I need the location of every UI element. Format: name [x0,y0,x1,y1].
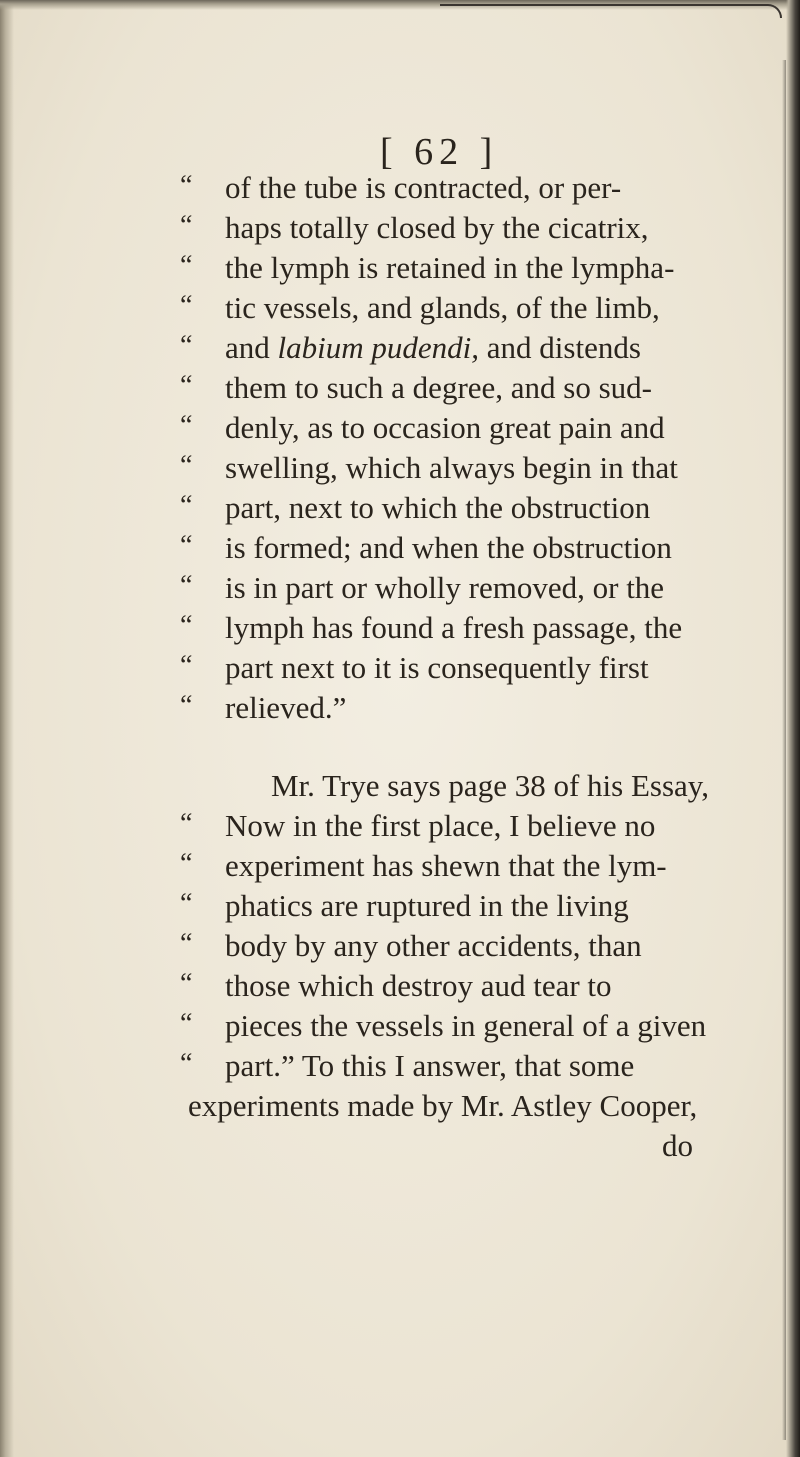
quote-mark: “ [180,250,193,281]
quote-mark: “ [180,888,193,919]
line-text-post: and distends [479,330,641,365]
binding-rule [440,4,782,18]
line-text: body by any other accidents, than [225,928,642,963]
italic-term: labium pudendi, [277,330,480,365]
line-text: swelling, which always begin in that [225,450,678,485]
line-text: them to such a degree, and so sud- [225,370,652,405]
quote-mark: “ [180,968,193,999]
page-right-shadow [782,60,786,1440]
quote-mark: “ [180,610,193,641]
page-left-edge [0,0,14,1457]
line-text: the lymph is retained in the lympha- [225,250,675,285]
quote-mark: “ [180,928,193,959]
page-number-header: [ 62 ] [380,131,499,173]
line-text: part.” To this I answer, that some [225,1048,635,1083]
quote-mark: “ [180,1008,193,1039]
quote-mark: “ [180,330,193,361]
quote-mark: “ [180,210,193,241]
quote-mark: “ [180,370,193,401]
line-text: denly, as to occasion great pain and [225,410,665,445]
quote-mark: “ [180,1048,193,1079]
line-text [225,330,641,366]
line-text: relieved.” [225,690,347,725]
quote-mark: “ [180,410,193,441]
quote-mark: “ [180,690,193,721]
line-text: experiment has shewn that the lym- [225,848,667,883]
quote-mark: “ [180,848,193,879]
line-text: of the tube is contracted, or per- [225,170,622,205]
line-text: is in part or wholly removed, or the [225,570,665,605]
line-text: part, next to which the obstruction [225,490,651,525]
line-text: tic vessels, and glands, of the limb, [225,290,660,325]
line-text: experiments made by Mr. Astley Cooper, [188,1088,698,1123]
quote-mark: “ [180,650,193,681]
page-right-edge [786,0,800,1457]
line-text: haps totally closed by the cicatrix, [225,210,649,245]
quote-mark: “ [180,570,193,601]
line-text: Now in the first place, I believe no [225,808,656,843]
catchword: do [662,1128,693,1163]
quote-mark: “ [180,450,193,481]
line-text: lymph has found a fresh passage, the [225,610,683,645]
line-text: pieces the vessels in general of a given [225,1008,707,1043]
quote-mark: “ [180,490,193,521]
line-text: part next to it is consequently first [225,650,649,685]
line-text: those which destroy aud tear to [225,968,612,1003]
quote-mark: “ [180,808,193,839]
line-text-pre: and [225,330,278,365]
line-text: Mr. Trye says page 38 of his Essay, [271,768,710,803]
quote-mark: “ [180,170,193,201]
line-text: phatics are ruptured in the living [225,888,629,923]
quote-mark: “ [180,530,193,561]
quote-mark: “ [180,290,193,321]
line-text: is formed; and when the obstruction [225,530,672,565]
